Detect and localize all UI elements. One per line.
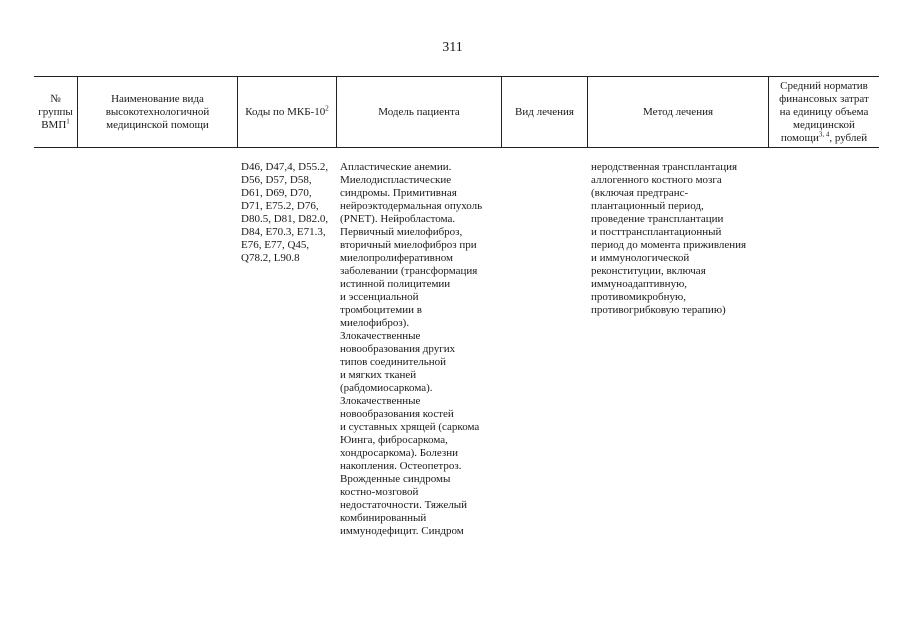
cell-patient-model: Апластические анемии. Миелодиспластические синдромы. Примитивная нейроэктодермальная опухоль (PNET). Нейробластома. Первичный миелофиброз, вторичный миелофиброз при миелопролиферативном заболевании (трансформация истинной полицитемии и эссенциальной тромбоцитемии в миелофиброз). Злокачественные новообразования других типов соединительной и мягких тканей (рабдомиосаркома). Злокачественные новообразования костей и суставных хрящей (саркома Юинга, фибросаркома, хондросаркома). Болезни накопления. Остеопетроз. Врожденные синдромы костно-мозговой недостаточности. Тяжелый комбинированный иммунодефицит. Синдром: [340, 161, 483, 537]
header-cost-standard: Средний норматив финансовых затрат на единицу объема медицинской помощи$^{3, 4}$, рублей: [779, 79, 869, 144]
header-care-type-name: Наименование вида высокотехнологичной медицинской помощи: [105, 92, 210, 131]
page-number: 311: [442, 40, 463, 55]
header-icd-codes: Коды по МКБ-$10^2$: [245, 103, 329, 118]
header-treatment-method: Метод лечения: [642, 105, 714, 118]
cell-treatment-method: неродственная трансплантация аллогенного костного мозга (включая предтранс- плантационный период, проведение трансплантации и посттрансплантационный период до момента приживления и иммунологической реконституции, включая иммуноадаптивную, противомикробную, противогрибковую терапию): [591, 161, 747, 316]
table-header: [34, 76, 879, 148]
header-group-number: № группы ВМП$^1$: [38, 92, 73, 131]
cell-icd-codes: D46, D47,4, D55.2, D56, D57, D58, D61, D69, D70, D71, E75.2, D76, D80.5, D81, D82.0, D84, E70.3, E71.3, E76, E77, Q45, Q78.2, L90.8: [241, 161, 329, 264]
header-patient-model: Модель пациента: [378, 105, 460, 118]
header-treatment-type: Вид лечения: [515, 105, 574, 118]
